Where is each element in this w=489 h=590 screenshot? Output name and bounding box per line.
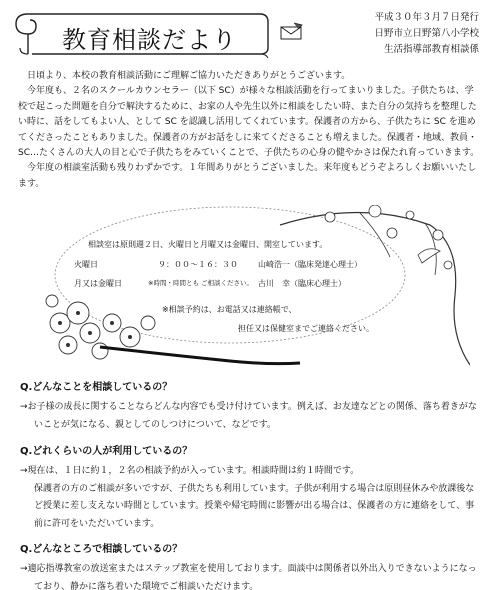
qa-question: Q.どれくらいの人が利用しているの？: [20, 446, 193, 457]
intro-section: [18, 69, 480, 192]
schedule-time: ９：００～１６：３０: [158, 260, 238, 269]
qa-question: Q.どんなことを相談しているの？: [20, 382, 173, 393]
issue-date: 平成３０年３月７日発行: [374, 12, 479, 23]
issue-info: [374, 10, 479, 58]
envelope-icon: [280, 22, 304, 40]
qa-answer: 保護者の方のご相談が多いですが、子供たちも利用しています。子供が利用する場合は原則昼休みや放課後など授業に差し支えない時間としています。授業や帰宅時間に影響が出る場合は、保護者の方に連絡をして、事前に許可をいただいています。: [34, 483, 475, 529]
schedule-time: ※時間・時間とも ご相談ください。: [148, 279, 254, 287]
schedule-counselor: 山崎浩一（臨床発達心理士）: [258, 260, 362, 269]
qa-question: Q.どんなところで相談しているの？: [20, 544, 183, 555]
schedule-note: 担任又は保健室までご連絡ください。: [238, 324, 374, 333]
qa-answer: →適応指導教室の放送室またはステップ教室を使用しております。面談中は関係者以外出入りできないようになっており、静かに落ち着いた環境でご相談いただけます。: [20, 564, 477, 590]
schedule-counselor: 古川 幸（臨床心理士）: [258, 279, 346, 288]
schedule-box: [30, 205, 470, 367]
schedule-note: ※相談予約は、お電話又は連絡帳で、: [162, 305, 297, 314]
department-name: 生活指導部教育相談係: [383, 44, 479, 55]
intro-paragraph: 今年度の相談室活動も残りわずかです。１年間ありがとうございました。来年度もどうぞよろしくお願いいたします。: [18, 163, 477, 189]
intro-paragraph: 日頃より、本校の教育相談活動にご理解ご協力いただきありがとうございます。: [27, 71, 351, 81]
qa-item: [20, 540, 480, 590]
qa-answer: →お子様の成長に関することならどんな内容でも受け付けています。例えば、お友達などとの関係、落ち着きがないことが気になる、親としてのしつけについて、などです。: [20, 402, 477, 430]
qa-item: [20, 378, 480, 434]
schedule-intro: 相談室は原則週２日、火曜日と月曜又は金曜日、開室しています。: [88, 240, 328, 249]
schedule-day: 月又は金曜日: [74, 279, 122, 288]
title-banner: [10, 8, 272, 58]
page-title: 教育相談だより: [62, 26, 237, 54]
schedule-day: 火曜日: [74, 260, 98, 269]
qa-item: [20, 442, 480, 533]
intro-paragraph: 今年度も、２名のスクールカウンセラー（以下 SC）が様々な相談活動を行ってまいりました。子供たちは、学校で起こった問題を自分で解決するために、お家の人や先生以外に相談をしたい時、また自分の気持ちを整理したい時に、話をしてもよい人、として SC を認識し活用してくれています。保護者の方から、子供たちに SC を進めてくださったこともありました。保護者の方がお話をしに来てくださることも増えました。保護者・地域、教員・SC…たくさんの大人の目と心で子供たちをみていくことで、子供たちの心身の健やかさは保たれ育っていきます。: [18, 86, 480, 159]
qa-answer: →現在は、１日に約１，２名の相談予約が入っています。相談時間は約１時間です。: [20, 466, 360, 476]
school-name: 日野市立日野第八小学校: [374, 28, 479, 39]
